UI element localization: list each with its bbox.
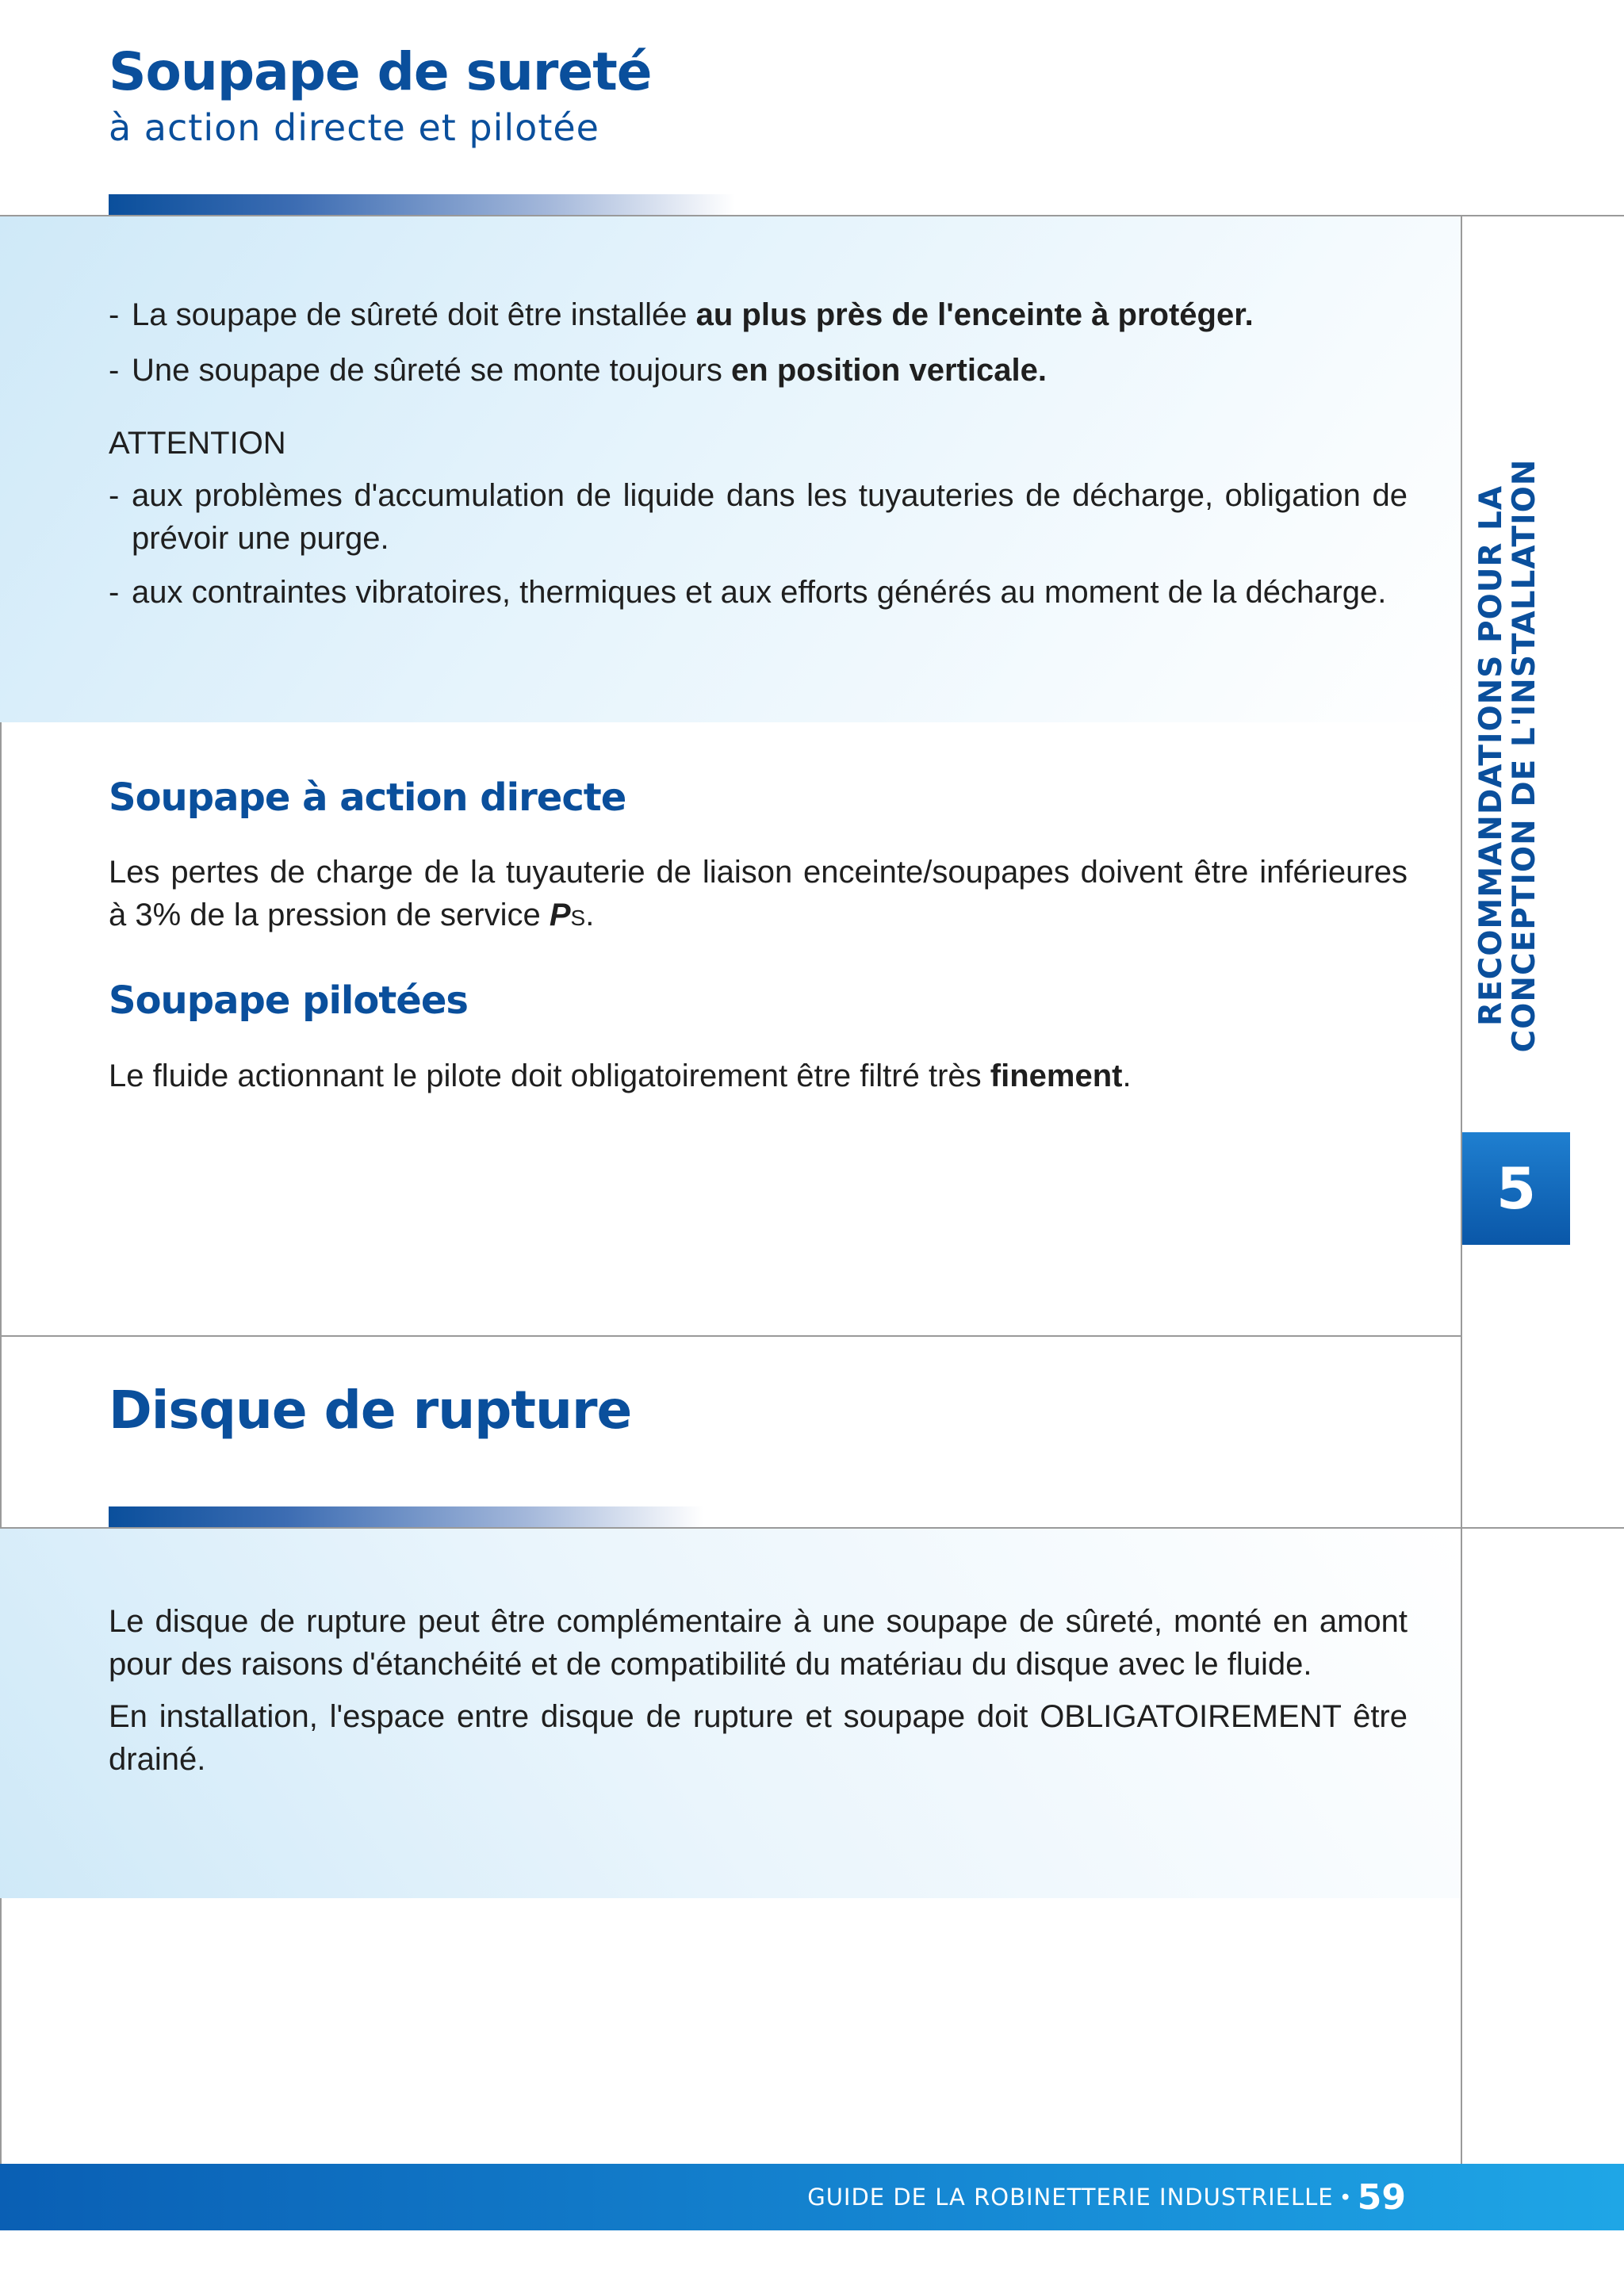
attention-item: - aux contraintes vibratoires, thermiques et aux efforts générés au moment de la décharge. [109, 575, 1387, 610]
chapter-label-line2: CONCEPTION DE L'INSTALLATION [1507, 458, 1542, 1052]
footer-bar [0, 2164, 1624, 2230]
disque-text [109, 1600, 1408, 1781]
installation-notes [109, 293, 1408, 614]
page-subtitle: à action directe et pilotée [109, 106, 599, 149]
disque-paragraph: En installation, l'espace entre disque de rupture et soupape doit OBLIGATOIREMENT être drainé. [109, 1699, 1408, 1777]
chapter-label-line1: RECOMMANDATIONS POUR LA [1473, 484, 1509, 1026]
frame-line-middle [0, 1335, 1461, 1337]
chapter-number-badge: 5 [1462, 1132, 1570, 1245]
page-title: Soupape de sureté [109, 41, 652, 102]
chapter-side-label [1475, 408, 1546, 1102]
title-underline-bar [109, 194, 735, 215]
note-item: - Une soupape de sûreté se monte toujours en position verticale. [109, 353, 1047, 388]
disque-underline-bar [109, 1506, 703, 1527]
attention-item: - aux problèmes d'accumulation de liquide dans les tuyauteries de décharge, obligation de prévoir une purge. [109, 478, 1408, 556]
section-text-pilot: Le fluide actionnant le pilote doit obligatoirement être filtré très finement. [109, 1059, 1132, 1093]
section-heading-disque: Disque de rupture [109, 1380, 632, 1441]
note-item: - La soupape de sûreté doit être installée au plus près de l'enceinte à protéger. [109, 297, 1254, 332]
attention-label: ATTENTION [109, 426, 286, 461]
section-heading-pilot: Soupape pilotées [109, 978, 468, 1023]
disque-paragraph: Le disque de rupture peut être complémentaire à une soupape de sûreté, monté en amont pour des raisons d'étanchéité et de compatibilité du matériau du disque avec le fluide. [109, 1604, 1408, 1682]
section-heading-direct: Soupape à action directe [109, 775, 626, 820]
footer-guide-title: GUIDE DE LA ROBINETTERIE INDUSTRIELLE [807, 2184, 1334, 2211]
footer-separator: • [1341, 2184, 1350, 2210]
section-text-direct: Les pertes de charge de la tuyauterie de liaison enceinte/soupapes doivent être inférieures à 3% de la pression de service PS. [109, 855, 1408, 932]
page-number: 59 [1357, 2176, 1406, 2218]
